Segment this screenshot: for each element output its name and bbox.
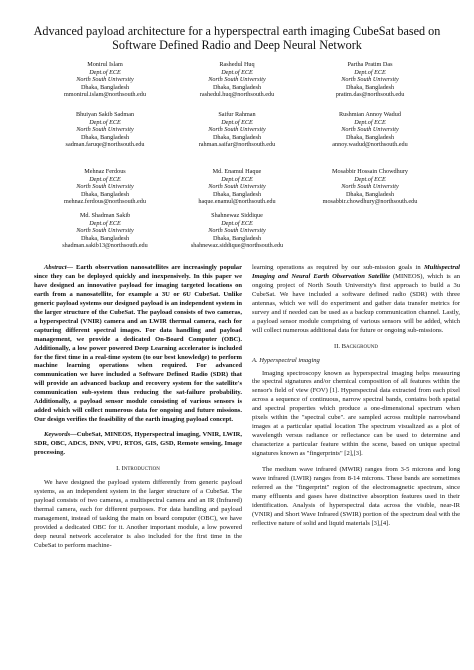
author-dept: Dept.of ECE <box>221 68 253 76</box>
author-dept: Dept.of ECE <box>221 175 253 183</box>
author-email[interactable]: shahnewaz.siddique@northsouth.edu <box>190 242 284 250</box>
author-block <box>300 61 440 99</box>
author-name: Saifur Rahman <box>218 111 256 118</box>
author-name: Partha Pratim Das <box>347 61 393 68</box>
author-city: Dhaka, Bangladesh <box>212 234 262 242</box>
author-city: Dhaka, Bangladesh <box>80 83 130 91</box>
author-name: Mosabbir Hossain Chowdhury <box>332 168 408 175</box>
author-email[interactable]: haque.enamul@northsouth.edu <box>198 198 276 206</box>
author-name: Shahnewaz Siddique <box>211 212 263 219</box>
left-column <box>34 264 242 551</box>
author-university: North South University <box>76 227 134 235</box>
author-email[interactable]: shadman.sakib13@northsouth.edu <box>62 242 148 250</box>
author-dept: Dept.of ECE <box>89 219 121 227</box>
intro-continuation-a: learning operations as required by our sub-mission goals in <box>252 264 424 271</box>
author-name: Md. Shadman Sakib <box>79 212 131 219</box>
author-city: Dhaka, Bangladesh <box>80 234 130 242</box>
author-university: North South University <box>341 183 399 191</box>
subsection-heading-hyperspectral: A. Hyperspectral imaging <box>252 356 320 364</box>
author-university: North South University <box>208 126 266 134</box>
author-dept: Dept.of ECE <box>89 175 121 183</box>
author-block <box>35 61 175 99</box>
author-city: Dhaka, Bangladesh <box>80 133 130 141</box>
author-city: Dhaka, Bangladesh <box>212 133 262 141</box>
author-email[interactable]: annoy.wadud@northsouth.edu <box>332 141 408 149</box>
author-dept: Dept.of ECE <box>89 118 121 126</box>
intro-paragraph: We have designed the payload system differently from generic payload systems, as an independent system in the larger structure of a CubeSat. The payload consists of two cameras, a multispectral camera and an IR (Infrared) thermal camera, each for different purposes. For data handling and payload management, instead of tasking the main on board computer (OBC), we have provided a dedicated OBC for it. Another important module, a low powered deep neural network accelerator is also included for the first time in the CubeSat to perform machine- <box>34 478 242 549</box>
author-name: Bhuiyan Sakib Sadman <box>75 111 135 118</box>
author-university: North South University <box>208 227 266 235</box>
author-block <box>167 111 307 149</box>
mission-name: Multispectral Imaging and Neural Earth Observation Satellite <box>252 264 460 280</box>
author-email[interactable]: mosabbir.chowdhury@northsouth.edu <box>322 198 418 206</box>
intro-continuation-b: (MINEOS), which is an ongoing project of North South University's first approach to build a 3u CubeSat. We have included a software defined radio (SDR) with three antennas, which we will do experiment and gather data transfer metrics for survey and if needed can be used as a backup communication channel. Lastly, a payload sensor module comprising of various sensors will be added, which will collect numerous additional data for future or ongoing sub-missions. <box>252 272 460 334</box>
author-block <box>35 168 175 206</box>
author-email[interactable]: pratim.das@northsouth.edu <box>335 91 405 99</box>
author-dept: Dept.of ECE <box>221 219 253 227</box>
author-city: Dhaka, Bangladesh <box>345 83 395 91</box>
author-university: North South University <box>341 76 399 84</box>
keywords-text: CubeSat, MINEOS, Hyperspectral imaging, VNIR, LWIR, SDR, OBC, ADCS, DNN, VPU, RTOS, GIS, GSD, Remote sensing, Image processing. <box>34 431 242 457</box>
author-university: North South University <box>208 76 266 84</box>
author-dept: Dept.of ECE <box>354 175 386 183</box>
author-name: Md. Enamul Haque <box>212 168 262 175</box>
author-email[interactable]: mehnaz.ferdous@northsouth.edu <box>64 198 146 206</box>
abstract <box>34 264 242 425</box>
author-city: Dhaka, Bangladesh <box>345 133 395 141</box>
author-email[interactable]: sadman.faruqe@northsouth.edu <box>65 141 145 149</box>
hyperspectral-paragraph-1: Imaging spectroscopy known as hyperspectral imaging helps measuring the spectral signatures and/or chemical composition of all features within the sensor's field of view (FOV) [1]. Hyperspectral data extracted from each pixel across a sequence of continuous, narrow spectral bands, contains both spatial and spectral properties which produce a one-dimensional spectrum when pixels within the "spectral cube". are sampled across multiple narrowband images at a particular spatial location The spectrum visualized as a plot of wavelength versus radiance or reflectance can be used to determine and characterize a particular feature within the scene, based on unique spectral signatures known as "fingerprints" [2],[3]. <box>252 369 460 458</box>
author-block <box>300 168 440 206</box>
author-email[interactable]: rahman.saifar@northsouth.edu <box>198 141 276 149</box>
author-university: North South University <box>76 76 134 84</box>
author-university: North South University <box>208 183 266 191</box>
author-block <box>35 212 175 250</box>
paper-title: Advanced payload architecture for a hyperspectral earth imaging CubeSat based on Software Defined Radio and Deep Neural Network <box>33 24 441 52</box>
author-dept: Dept.of ECE <box>221 118 253 126</box>
author-block <box>167 212 307 250</box>
keywords-lead: Keywords— <box>44 431 77 439</box>
author-city: Dhaka, Bangladesh <box>345 190 395 198</box>
author-dept: Dept.of ECE <box>354 68 386 76</box>
author-city: Dhaka, Bangladesh <box>212 190 262 198</box>
author-university: North South University <box>341 126 399 134</box>
author-city: Dhaka, Bangladesh <box>212 83 262 91</box>
author-name: Mehnaz Ferdous <box>84 168 126 175</box>
hyperspectral-paragraph-2: The medium wave infrared (MWIR) ranges from 3-5 microns and long wave infrared (LWIR) ranges from 8-14 microns. These bands are sometimes referred as the "fingerprint" region of the electromagnetic spectrum, since many effluents and gases have distinctive absorption features used in their identification. Analysis of hyperspectral data across the visible, near-IR (VNIR) and Short Wave Infrared (SWIR) portion of the spectrum deal with the reflective nature of solid and liquid materials [3],[4]. <box>252 466 460 527</box>
intro-continuation <box>252 264 460 336</box>
author-city: Dhaka, Bangladesh <box>80 190 130 198</box>
author-name: Rashedul Huq <box>219 61 255 68</box>
author-name: Monirul Islam <box>87 61 123 68</box>
author-block <box>167 61 307 99</box>
author-email[interactable]: mmonirul.islam@northsouth.edu <box>63 91 146 99</box>
section-heading-introduction: I. Introduction <box>116 465 160 473</box>
author-block <box>300 111 440 149</box>
section-heading-background: II. Background <box>334 342 378 350</box>
abstract-lead: Abstract— <box>44 264 74 271</box>
author-dept: Dept.of ECE <box>354 118 386 126</box>
author-email[interactable]: rashedul.huq@northsouth.edu <box>199 91 275 99</box>
author-university: North South University <box>76 183 134 191</box>
author-university: North South University <box>76 126 134 134</box>
abstract-text: Earth observation nanosatellites are increasingly popular since they can be deployed quickly and inexpensively. In this paper we have designed an innovative payload for imaging targeted locations on earth from a nanosatellite, for example a 3U or 6U CubeSat. Unlike generic payload systems our designed payload is an independent system in the larger structure of the CubeSat. The payload consists of two cameras, a hyperspectral (VNIR) camera and an LWIR thermal camera, each for capturing different spectral images. For data handling and payload management, we provide a dedicated On-Board Computer (OBC). Additionally, a low power powered Deep Learning accelerator is included for the first time in a real-time system (to our best knowledge) to perform machine learning operations when required. For advanced communication we have included a Software Defined Radio (SDR) that will provide an advanced backup and recovery system for the satellite's communication sub-system thus reducing the sat-failure probability. Additionally, a payload sensor module consisting of various sensors is added which will collect numerous data for ongoing and future missions. Our design verifies the feasibility of the earth imaging payload concept. <box>34 264 242 424</box>
author-dept: Dept.of ECE <box>89 68 121 76</box>
keywords <box>34 431 242 458</box>
author-block <box>167 168 307 206</box>
author-name: Rushmian Annoy Wadud <box>339 111 401 118</box>
right-column <box>252 264 460 529</box>
author-block <box>35 111 175 149</box>
